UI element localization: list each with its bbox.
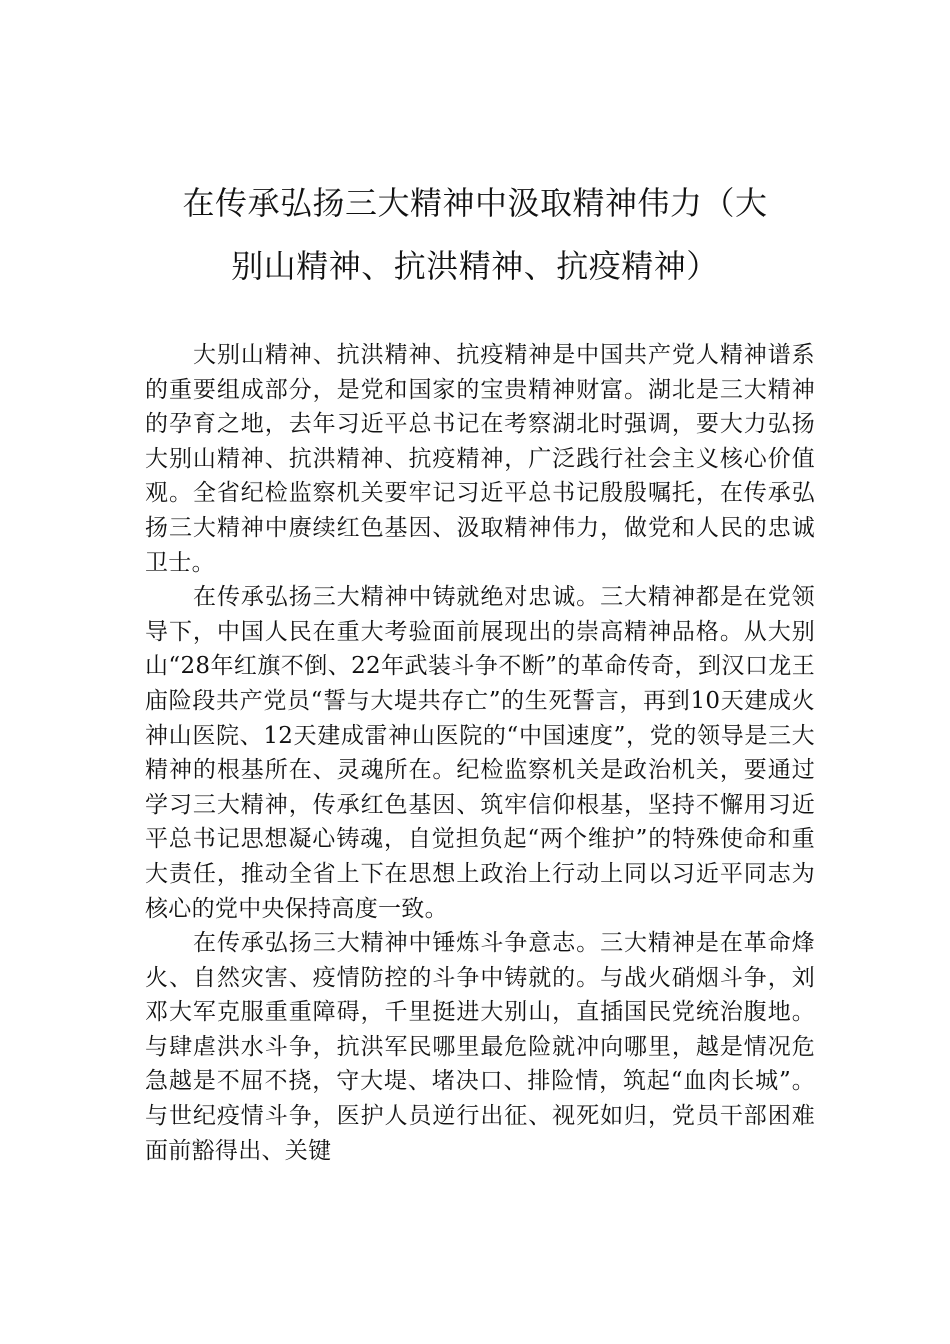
title-line-2: 别山精神、抗洪精神、抗疫精神） bbox=[231, 247, 719, 285]
title-line-1: 在传承弘扬三大精神中汲取精神伟力（大 bbox=[182, 184, 768, 222]
paragraph-struggle: 在传承弘扬三大精神中锤炼斗争意志。三大精神是在革命烽火、自然灾害、疫情防控的斗争中铸就的。与战火硝烟斗争，刘邓大军克服重重障碍，千里挺进大别山，直插国民党统治腹地。与肆虐洪水斗争，抗洪军民哪里最危险就冲向哪里，越是情况危急越是不屈不挠，守大堤、堵决口、排险情，筑起“血肉长城”。与世纪疫情斗争，医护人员逆行出征、视死如归，党员干部困难面前豁得出、关键 bbox=[145, 930, 815, 1164]
document-body bbox=[145, 338, 815, 1168]
page-title bbox=[145, 172, 805, 298]
paragraph-intro: 大别山精神、抗洪精神、抗疫精神是中国共产党人精神谱系的重要组成部分，是党和国家的宝贵精神财富。湖北是三大精神的孕育之地，去年习近平总书记在考察湖北时强调，要大力弘扬大别山精神、抗洪精神、抗疫精神，广泛践行社会主义核心价值观。全省纪检监察机关要牢记习近平总书记殷殷嘱托，在传承弘扬三大精神中赓续红色基因、汲取精神伟力，做党和人民的忠诚卫士。 bbox=[145, 342, 815, 576]
paragraph-loyalty: 在传承弘扬三大精神中铸就绝对忠诚。三大精神都是在党领导下，中国人民在重大考验面前展现出的崇高精神品格。从大别山“28年红旗不倒、22年武装斗争不断”的革命传奇，到汉口龙王庙险段共产党员“誓与大堤共存亡”的生死誓言，再到10天建成火神山医院、12天建成雷神山医院的“中国速度”，党的领导是三大精神的根基所在、灵魂所在。纪检监察机关是政治机关，要通过学习三大精神，传承红色基因、筑牢信仰根基，坚持不懈用习近平总书记思想凝心铸魂，自觉担负起“两个维护”的特殊使命和重大责任，推动全省上下在思想上政治上行动上同以习近平同志为核心的党中央保持高度一致。 bbox=[145, 584, 815, 922]
